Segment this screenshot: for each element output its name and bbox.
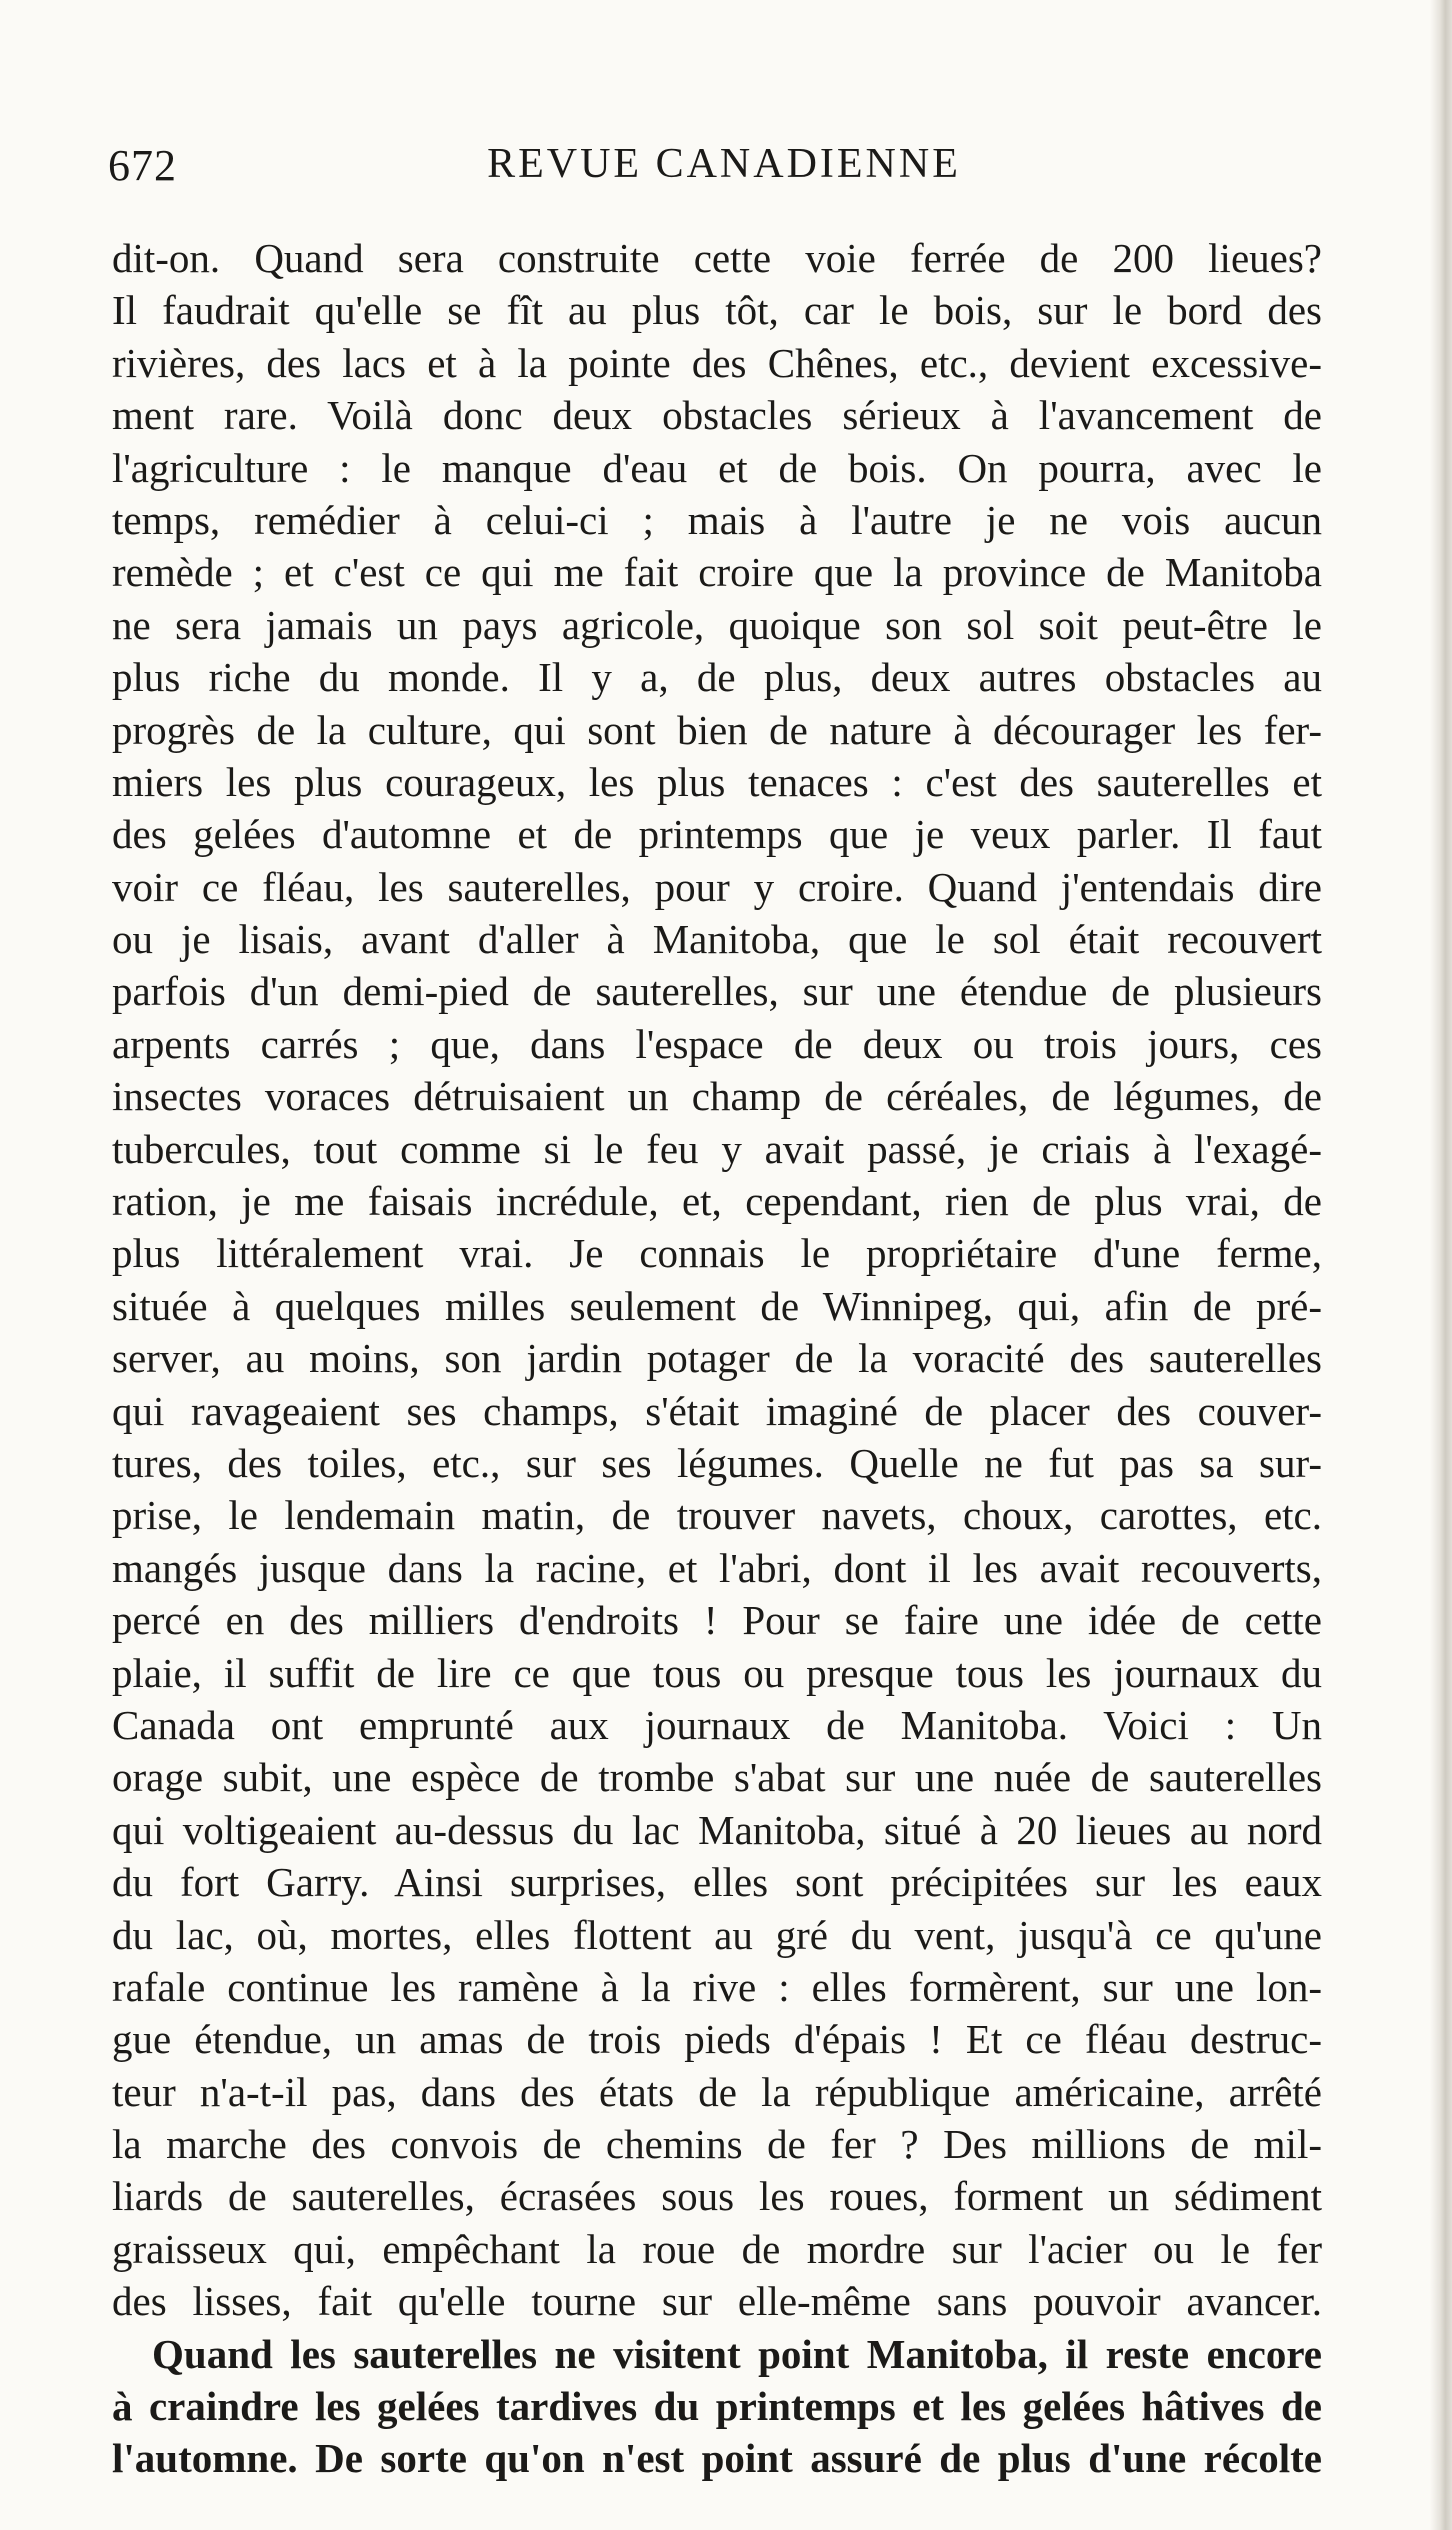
text-line: tubercules, tout comme si le feu y avait passé, je criais à l'exagé- bbox=[112, 1125, 1322, 1172]
text-line: graisseux qui, empêchant la roue de mordre sur l'acier ou le fer bbox=[112, 2225, 1322, 2272]
text-line: Il faudrait qu'elle se fît au plus tôt, car le bois, sur le bord des bbox=[112, 287, 1322, 334]
text-line: située à quelques milles seulement de Winnipeg, qui, afin de pré- bbox=[112, 1282, 1322, 1329]
text-line: prise, le lendemain matin, de trouver navets, choux, carottes, etc. bbox=[112, 1492, 1322, 1539]
text-line: temps, remédier à celui-ci ; mais à l'autre je ne vois aucun bbox=[112, 496, 1322, 543]
text-line: percé en des milliers d'endroits ! Pour se faire une idée de cette bbox=[112, 1597, 1322, 1644]
text-line: remède ; et c'est ce qui me fait croire que la province de Manitoba bbox=[112, 549, 1322, 596]
text-line: miers les plus courageux, les plus tenaces : c'est des sauterelles et bbox=[112, 758, 1322, 805]
body-text bbox=[112, 232, 1322, 2485]
text-line: ne sera jamais un pays agricole, quoique son sol soit peut-être le bbox=[112, 601, 1322, 648]
text-line: qui ravageaient ses champs, s'était imaginé de placer des couver- bbox=[112, 1387, 1322, 1434]
text-line: rivières, des lacs et à la pointe des Chênes, etc., devient excessive- bbox=[112, 339, 1322, 386]
text-line: gue étendue, un amas de trois pieds d'épais ! Et ce fléau destruc- bbox=[112, 2016, 1322, 2063]
text-line: plus riche du monde. Il y a, de plus, deux autres obstacles au bbox=[112, 654, 1322, 701]
text-line: ration, je me faisais incrédule, et, cependant, rien de plus vrai, de bbox=[112, 1178, 1322, 1225]
text-line: orage subit, une espèce de trombe s'abat sur une nuée de sauterelles bbox=[112, 1754, 1322, 1801]
text-line: ment rare. Voilà donc deux obstacles sérieux à l'avancement de bbox=[112, 392, 1322, 439]
text-line: progrès de la culture, qui sont bien de nature à décourager les fer- bbox=[112, 706, 1322, 753]
text-line: du lac, où, mortes, elles flottent au gré du vent, jusqu'à ce qu'une bbox=[112, 1911, 1322, 1958]
text-line: l'agriculture : le manque d'eau et de bois. On pourra, avec le bbox=[112, 444, 1322, 491]
text-line: des lisses, fait qu'elle tourne sur elle-même sans pouvoir avancer. bbox=[112, 2278, 1322, 2325]
text-line: arpents carrés ; que, dans l'espace de deux ou trois jours, ces bbox=[112, 1020, 1322, 1067]
text-line: Quand les sauterelles ne visitent point Manitoba, il reste encore bbox=[152, 2330, 1322, 2377]
running-title: REVUE CANADIENNE bbox=[487, 141, 961, 187]
text-line: la marche des convois de chemins de fer ? Des millions de mil- bbox=[112, 2121, 1322, 2168]
text-line: voir ce fléau, les sauterelles, pour y croire. Quand j'entendais dire bbox=[112, 863, 1322, 910]
text-line: teur n'a-t-il pas, dans des états de la république américaine, arrêté bbox=[112, 2068, 1322, 2115]
text-line: liards de sauterelles, écrasées sous les roues, forment un sédiment bbox=[112, 2173, 1322, 2220]
text-line: l'automne. De sorte qu'on n'est point assuré de plus d'une récolte bbox=[112, 2435, 1322, 2482]
text-line: dit-on. Quand sera construite cette voie ferrée de 200 lieues? bbox=[112, 235, 1322, 281]
text-line: tures, des toiles, etc., sur ses légumes. Quelle ne fut pas sa sur- bbox=[112, 1439, 1322, 1486]
text-line: parfois d'un demi-pied de sauterelles, sur une étendue de plusieurs bbox=[112, 968, 1322, 1015]
text-line: qui voltigeaient au-dessus du lac Manitoba, situé à 20 lieues au nord bbox=[112, 1806, 1322, 1853]
text-line: plus littéralement vrai. Je connais le propriétaire d'une ferme, bbox=[112, 1230, 1322, 1277]
text-line: plaie, il suffit de lire ce que tous ou presque tous les journaux du bbox=[112, 1649, 1322, 1696]
text-line: rafale continue les ramène à la rive : elles formèrent, sur une lon- bbox=[112, 1963, 1322, 2010]
page-header bbox=[108, 140, 1340, 204]
text-line: server, au moins, son jardin potager de la voracité des sauterelles bbox=[112, 1335, 1322, 1382]
text-line: des gelées d'automne et de printemps que je veux parler. Il faut bbox=[112, 811, 1322, 858]
page-number: 672 bbox=[108, 141, 177, 190]
text-line: à craindre les gelées tardives du printemps et les gelées hâtives de bbox=[112, 2383, 1322, 2430]
page-edge-shadow bbox=[1430, 0, 1452, 2530]
text-line: du fort Garry. Ainsi surprises, elles sont précipitées sur les eaux bbox=[112, 1859, 1322, 1906]
text-line: insectes voraces détruisaient un champ de céréales, de légumes, de bbox=[112, 1073, 1322, 1120]
text-line: mangés jusque dans la racine, et l'abri, dont il les avait recouverts, bbox=[112, 1544, 1322, 1591]
text-line: ou je lisais, avant d'aller à Manitoba, que le sol était recouvert bbox=[112, 916, 1322, 963]
text-line: Canada ont emprunté aux journaux de Manitoba. Voici : Un bbox=[112, 1701, 1322, 1748]
